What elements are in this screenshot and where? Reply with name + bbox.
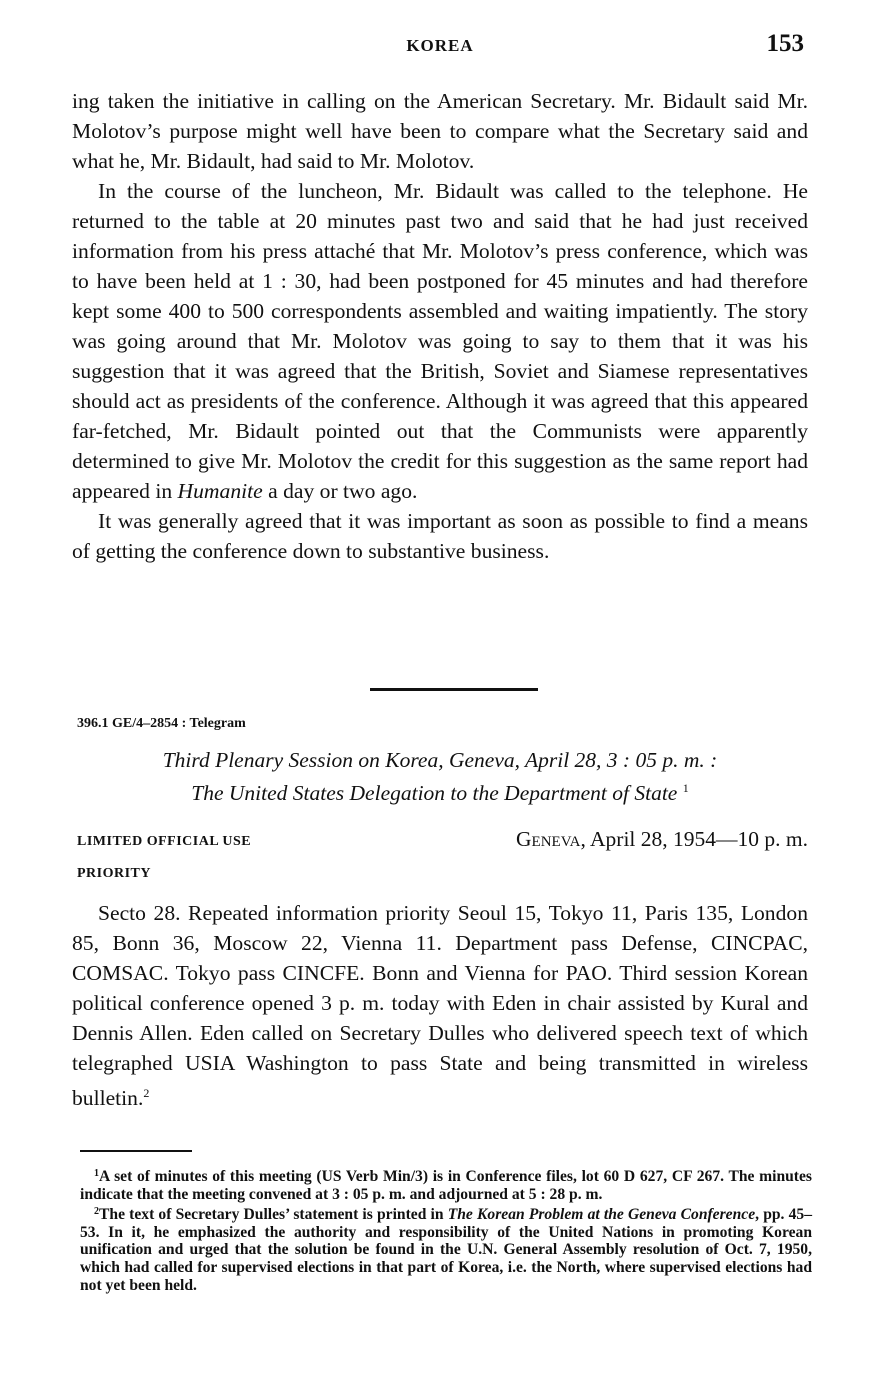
file-reference: 396.1 GE/4–2854 : Telegram: [77, 716, 246, 731]
dateline: [516, 827, 808, 852]
document-title: [72, 746, 808, 807]
footnote-2-mark: 2: [94, 1206, 99, 1218]
document-title-recipient: The United States Delegation to the Department of State: [191, 781, 678, 805]
footnote-ref-1: 1: [682, 781, 689, 795]
book-title: The Korean Problem at the Geneva Conference: [447, 1206, 756, 1224]
paragraph-2: [72, 176, 808, 506]
footnote-rule: [80, 1150, 192, 1152]
telegram-body: [72, 898, 808, 1113]
paragraph-1: ing taken the initiative in calling on the American Secretary. Mr. Bidault said Mr. Molotov’s purpose might well have been to compare what the Secretary said and what he, Mr. Bidault, had said to Mr. Molotov.: [72, 89, 808, 173]
footnote-1-mark: 1: [94, 1168, 99, 1179]
paragraph-3: It was generally agreed that it was important as soon as possible to find a means of getting the conference down to substantive business.: [72, 509, 808, 563]
paragraph-2-text: In the course of the luncheon, Mr. Bidault was called to the telephone. He returned to the table at 20 minutes past two and said that he had just received information from his press attaché that Mr. Molotov’s press conference, which was to have been held at 1 : 30, had been postponed for 45 minutes and had therefore kept some 400 to 500 correspondents assembled and waiting impatiently. The story was going around that Mr. Molotov was going to say to them that it was his suggestion that it was agreed that the British, Soviet and Siamese representatives should act as presidents of the conference. Although it was agreed that this appeared far-fetched, Mr. Bidault pointed out that the Communists were apparently determined to give Mr. Molotov the credit for this suggestion as the same report had appeared in: [72, 179, 808, 503]
footnote-2-end: , pp. 45–53. In it, he emphasized the authority and responsibility of the United Nations in promoting Korean unification and urged that the solution be found in the U.N. General Assembly resolution of Oct. 7, 1950, which had called for supervised elections in that part of Korea, i.e. the North, where supervised elections had not yet been held.: [80, 1206, 812, 1294]
footnote-1-text: A set of minutes of this meeting (US Verb Min/3) is in Conference files, lot 60 D 627, CF 267. The minutes indicate that the meeting convened at 3 : 05 p. m. and adjourned at 5 : 28 p. m.: [80, 1168, 812, 1203]
document-title-line-1: Third Plenary Session on Korea, Geneva, April 28, 3 : 05 p. m. :: [162, 748, 718, 772]
footnote-2: [80, 1203, 812, 1294]
footnote-2-text: The text of Secretary Dulles’ statement is printed in: [99, 1206, 444, 1224]
section-divider: [370, 688, 538, 691]
telegram-paragraph: [72, 898, 808, 1113]
dateline-place: Geneva: [516, 827, 581, 851]
footnotes: [80, 1165, 812, 1294]
classification-label: LIMITED OFFICIAL USE: [77, 834, 252, 849]
dateline-date: , April 28, 1954—10 p. m.: [580, 827, 808, 851]
paragraph-2-end: a day or two ago.: [268, 479, 418, 503]
footnote-ref-2: 2: [143, 1086, 150, 1100]
running-title: KOREA: [406, 36, 474, 55]
precedence-label: PRIORITY: [77, 866, 152, 881]
document-title-line-2: [72, 774, 808, 807]
footnote-1: [80, 1165, 812, 1203]
newspaper-title: Humanite: [177, 479, 263, 503]
page-number: 153: [766, 30, 804, 57]
continuation-text: [72, 86, 808, 566]
telegram-text: Secto 28. Repeated information priority Seoul 15, Tokyo 11, Paris 135, London 85, Bonn 36, Moscow 22, Vienna 11. Department pass Defense, CINCPAC, COMSAC. Tokyo pass CINCFE. Bonn and Vienna for PAO. Third session Korean political conference opened 3 p. m. today with Eden in chair assisted by Kural and Dennis Allen. Eden called on Secretary Dulles who delivered speech text of which telegraphed USIA Washington to pass State and being transmitted in wireless bulletin.: [72, 901, 808, 1110]
